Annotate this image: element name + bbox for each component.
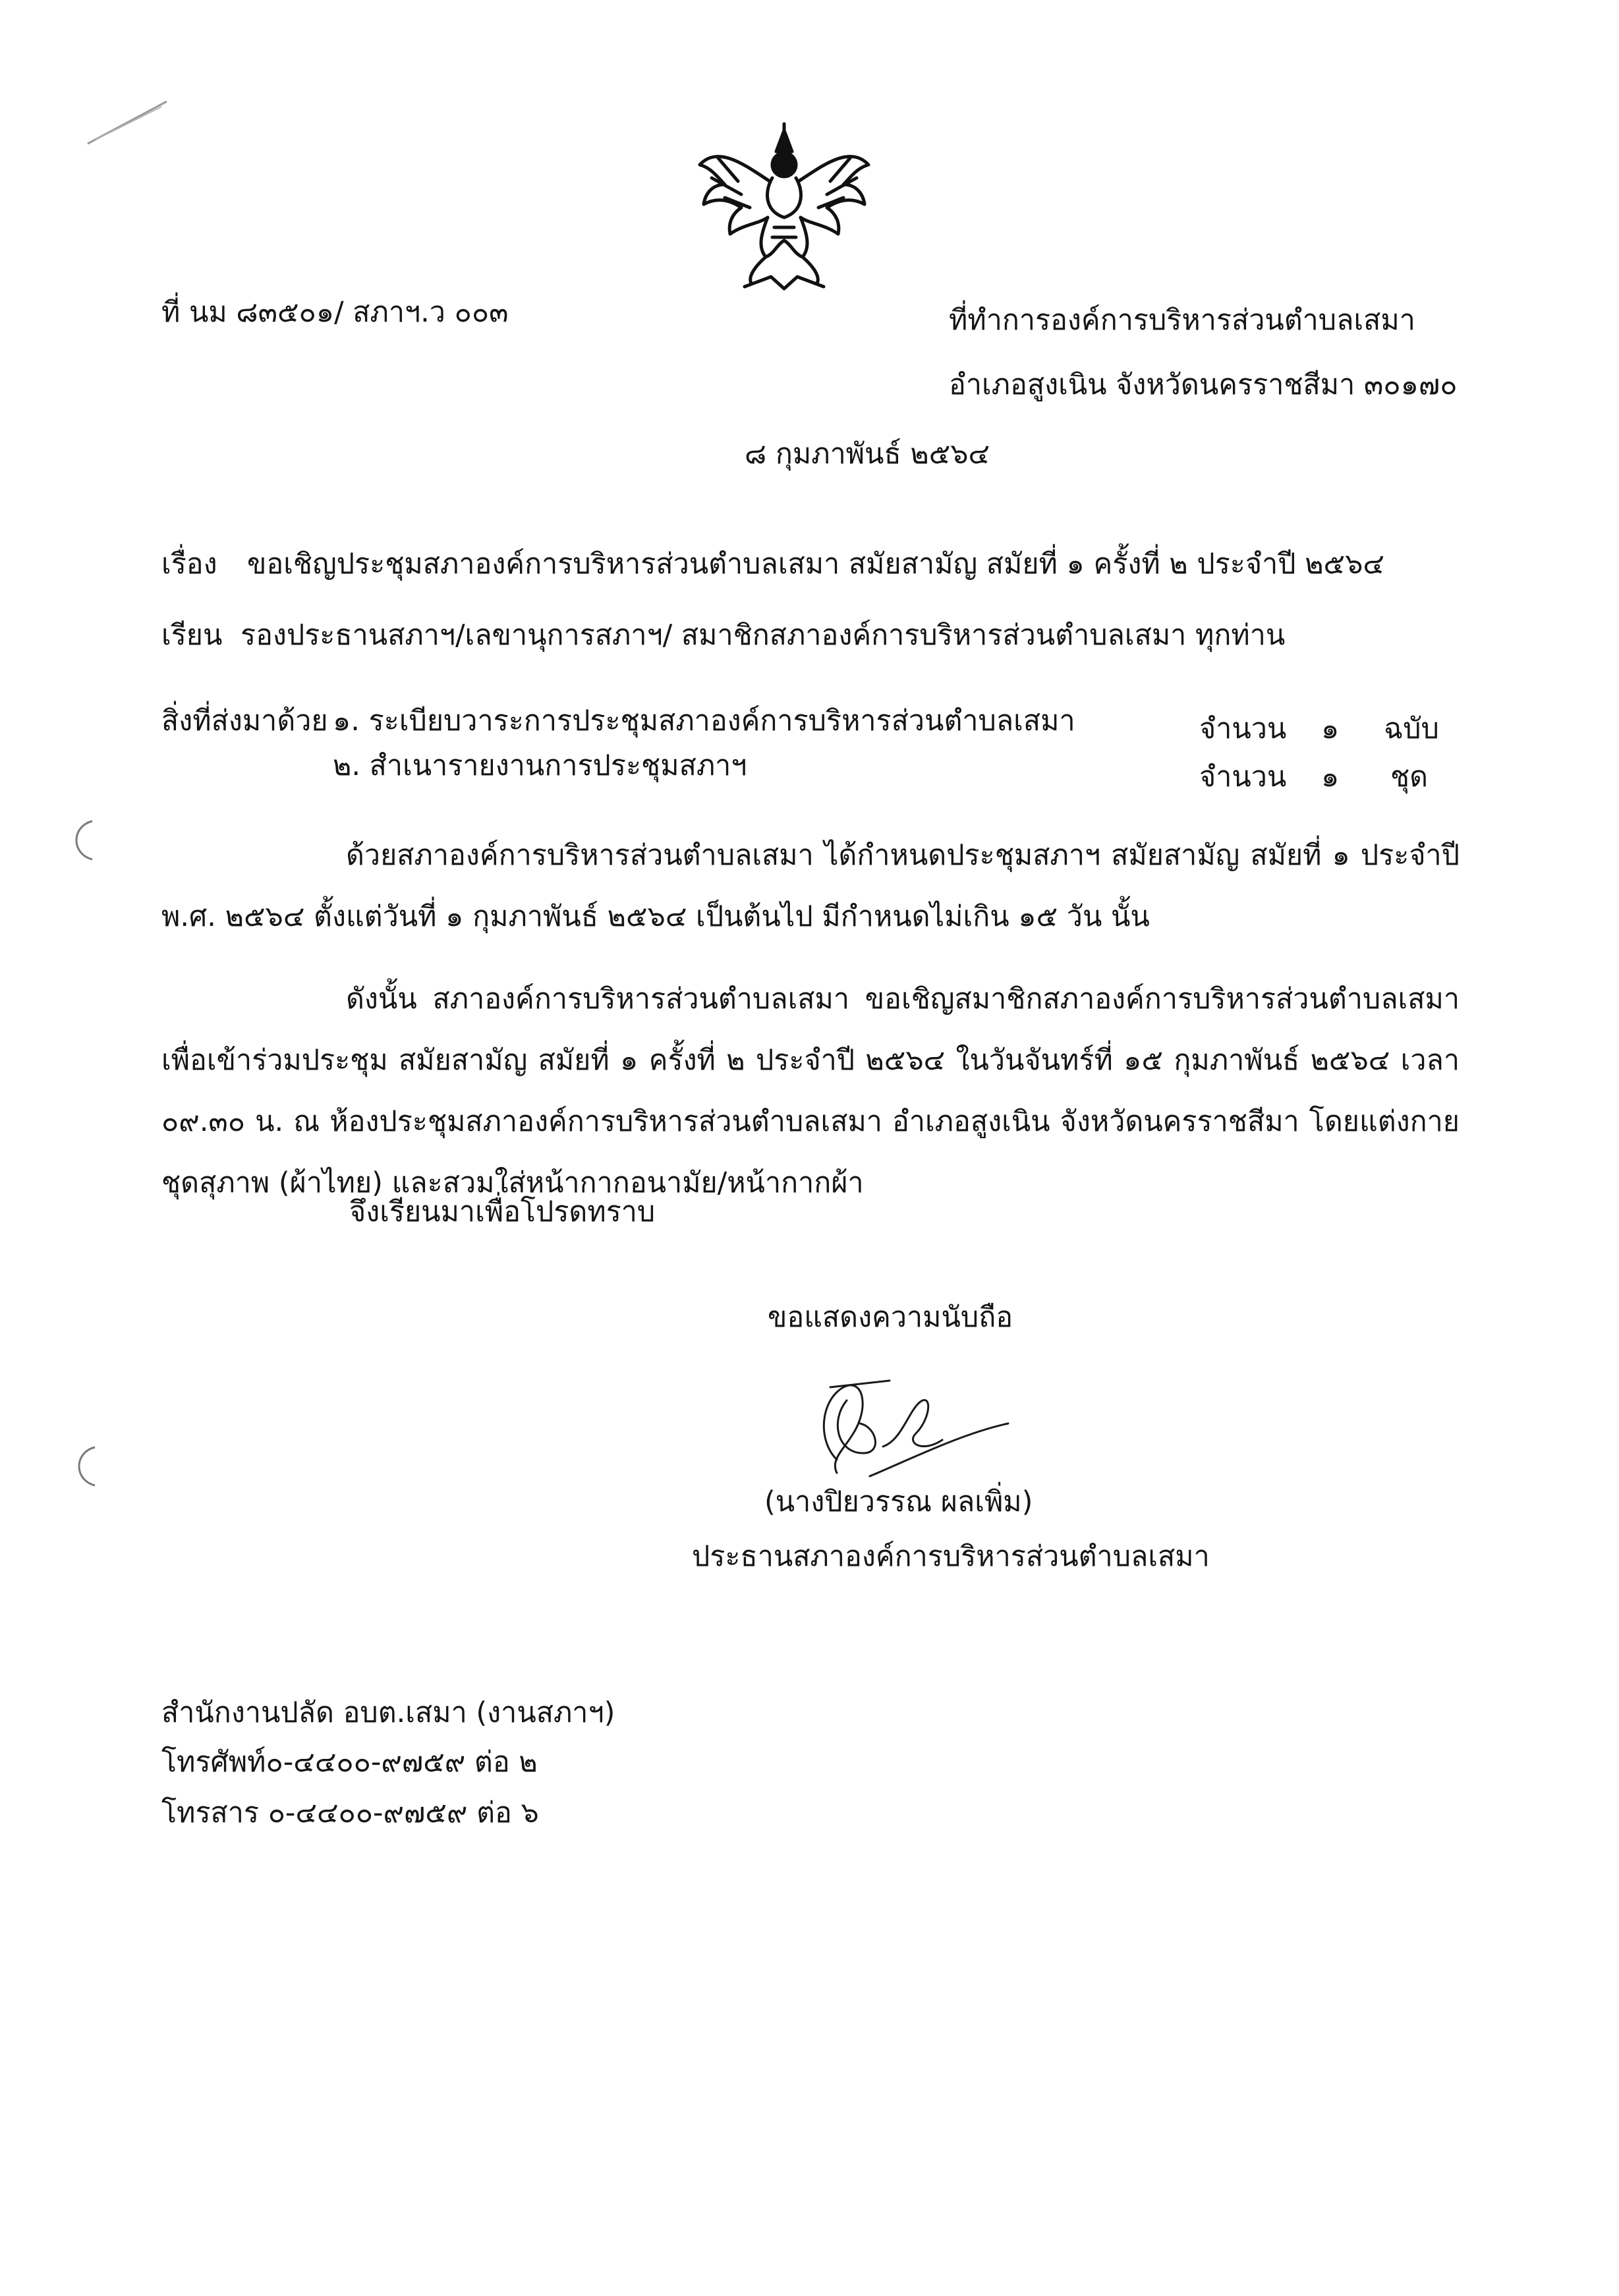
footer-phone: โทรศัพท์๐-๔๔๐๐-๙๗๕๙ ต่อ ๒ [161,1746,538,1779]
document-number: ที่ นม ๘๓๕๐๑/ สภาฯ.ว ๐๐๓ [161,296,509,329]
recipient-text: รองประธานสภาฯ/เลขานุการสภาฯ/ สมาชิกสภาองค์การบริหารส่วนตำบลเสมา ทุกท่าน [241,619,1286,652]
closing-request: จึงเรียนมาเพื่อโปรดทราบ [349,1195,656,1228]
document-date: ๘ กุมภาพันธ์ ๒๕๖๔ [745,438,990,471]
footer-fax: โทรสาร ๐-๔๔๐๐-๙๗๕๙ ต่อ ๖ [161,1796,539,1829]
punch-hole-mark-bottom [61,1443,100,1489]
enclosure-item-qty-label: จำนวน [1199,761,1287,793]
office-address-line-2: อำเภอสูงเนิน จังหวัดนครราชสีมา ๓๐๑๗๐ [949,368,1458,401]
signer-name: (นางปิยวรรณ ผลเพิ่ม) [764,1485,1033,1518]
enclosure-item-text: ๑. ระเบียบวาระการประชุมสภาองค์การบริหารส่วนตำบลเสมา [333,704,1075,737]
enclosure-item-qty: ๑ [1321,761,1340,793]
body-paragraph-2: ดังนั้น สภาองค์การบริหารส่วนตำบลเสมา ขอเชิญสมาชิกสภาองค์การบริหารส่วนตำบลเสมา เพื่อเข้าร่วมประชุม สมัยสามัญ สมัยที่ ๑ ครั้งที่ ๒ ประจำปี ๒๕๖๔ ในวันจันทร์ที่ ๑๕ กุมภาพันธ์ ๒๕๖๔ เวลา ๐๙.๓๐ น. ณ ห้องประชุมสภาองค์การบริหารส่วนตำบลเสมา อำเภอสูงเนิน จังหวัดนครราชสีมา โดยแต่งกายชุดสุภาพ (ผ้าไทย) และสวมใส่หน้ากากอนามัย/หน้ากากผ้า [161,983,1460,1199]
handwritten-signature [791,1361,1041,1499]
closing-salutation: ขอแสดงความนับถือ [768,1301,1013,1334]
pen-scratch-mark [82,92,175,152]
enclosures-label: สิ่งที่ส่งมาด้วย [161,704,328,737]
enclosure-item-unit: ชุด [1390,761,1429,793]
footer-office: สำนักงานปลัด อบต.เสมา (งานสภาฯ) [161,1696,615,1729]
signer-position: ประธานสภาองค์การบริหารส่วนตำบลเสมา [692,1540,1210,1573]
office-address-line-1: ที่ทำการองค์การบริหารส่วนตำบลเสมา [949,304,1415,337]
subject-text: ขอเชิญประชุมสภาองค์การบริหารส่วนตำบลเสมา สมัยสามัญ สมัยที่ ๑ ครั้งที่ ๒ ประจำปี ๒๕๖๔ [247,548,1384,581]
enclosure-item-qty: ๑ [1321,712,1340,745]
enclosure-item-unit: ฉบับ [1384,712,1439,745]
punch-hole-mark-top [58,817,98,863]
recipient-label: เรียน [161,619,223,652]
body-paragraph-1: ด้วยสภาองค์การบริหารส่วนตำบลเสมา ได้กำหนดประชุมสภาฯ สมัยสามัญ สมัยที่ ๑ ประจำปี พ.ศ. ๒๕๖๔ ตั้งแต่วันที่ ๑ กุมภาพันธ์ ๒๕๖๔ เป็นต้นไป มีกำหนดไม่เกิน ๑๕ วัน นั้น [161,839,1460,933]
subject-label: เรื่อง [161,548,217,581]
garuda-emblem [692,119,876,297]
enclosure-item-text: ๒. สำเนารายงานการประชุมสภาฯ [333,749,747,782]
enclosure-item-qty-label: จำนวน [1199,712,1287,745]
